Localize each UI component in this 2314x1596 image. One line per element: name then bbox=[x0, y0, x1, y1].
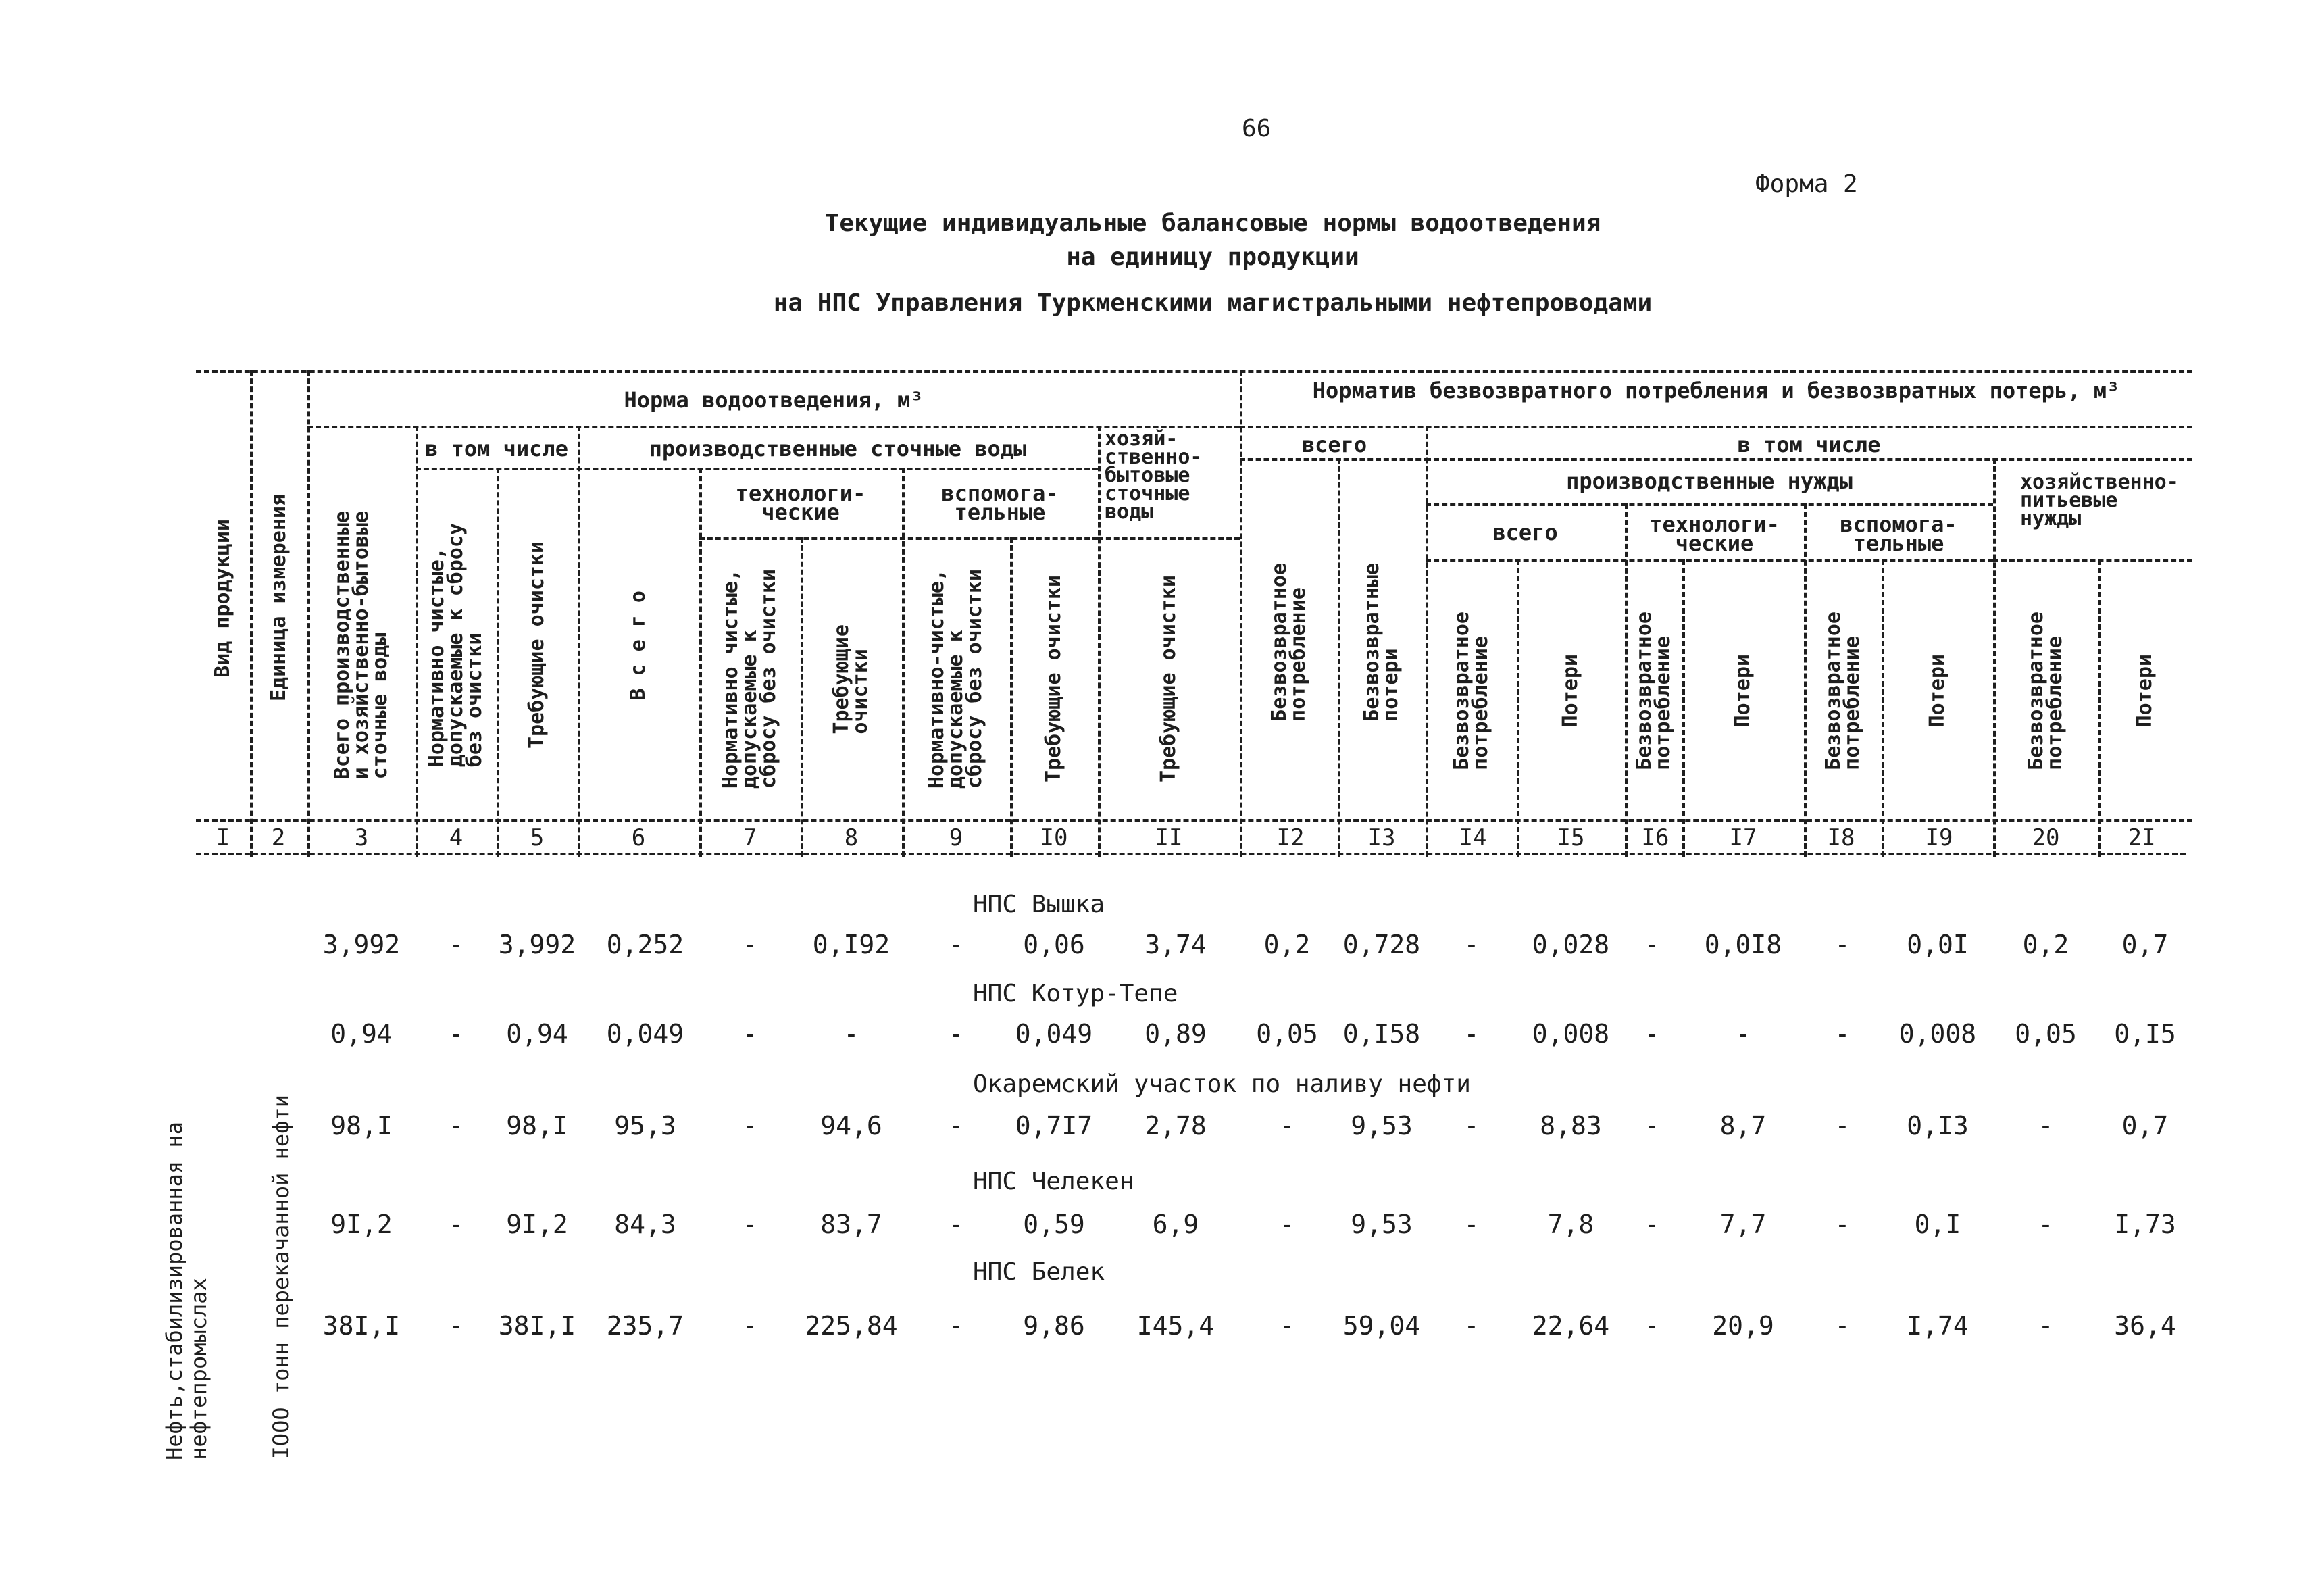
table-cell: - bbox=[1644, 1111, 1660, 1141]
table-cell: - bbox=[1735, 1019, 1751, 1049]
header-col-10 bbox=[1010, 541, 1098, 818]
header-col-2 bbox=[250, 378, 307, 818]
table-cell: 0,728 bbox=[1342, 930, 1421, 959]
table-cell: 84,3 bbox=[614, 1210, 676, 1239]
table-cell: 0,008 bbox=[1898, 1019, 1977, 1049]
table-cell: 225,84 bbox=[805, 1311, 898, 1341]
header-col-9-text: Нормативно-чистые, допускаемые к сбросу без очистки bbox=[925, 569, 986, 789]
header-col-18-text: Безвозвратное потребление bbox=[1821, 612, 1864, 770]
header-vspomog: вспомога- тельные bbox=[941, 480, 1059, 525]
document-subtitle-org: на НПС Управления Туркменскими магистральными нефтепроводами bbox=[773, 289, 1653, 317]
header-vsego-top: всего bbox=[1301, 432, 1367, 457]
table-cell: 0,94 bbox=[330, 1019, 393, 1049]
column-number: I4 bbox=[1459, 824, 1487, 851]
product-label: Нефть,стабилизированная на нефтепромыслах bbox=[161, 1122, 211, 1460]
header-col-3 bbox=[307, 473, 416, 818]
header-rule bbox=[1426, 458, 2192, 461]
header-rule bbox=[416, 468, 1098, 470]
header-proizv-nuzhdy: производственные нужды bbox=[1566, 468, 1853, 494]
table-cell: - bbox=[1834, 1311, 1851, 1341]
header-col-19 bbox=[1882, 564, 1993, 818]
header-v-tom-chisle: в том числе bbox=[425, 436, 568, 462]
table-cell: 98,I bbox=[330, 1111, 393, 1141]
table-cell: 9,86 bbox=[1023, 1311, 1085, 1341]
header-col-21 bbox=[2098, 564, 2192, 818]
column-number: 20 bbox=[2032, 824, 2060, 851]
table-cell: - bbox=[1463, 1019, 1480, 1049]
section-title: Окаремский участок по наливу нефти bbox=[973, 1070, 1471, 1098]
column-number: 8 bbox=[844, 824, 859, 851]
form-label: Форма 2 bbox=[1755, 170, 1858, 198]
section-title: НПС Вышка bbox=[973, 891, 1105, 918]
column-number: I bbox=[216, 824, 230, 851]
header-col-11 bbox=[1098, 541, 1240, 818]
table-cell: 38I,I bbox=[322, 1311, 401, 1341]
header-col-2-text: Единица измерения bbox=[266, 494, 291, 702]
header-norma-group: Норма водоотведения, м³ bbox=[624, 387, 924, 413]
table-cell: 0,I bbox=[1914, 1210, 1961, 1239]
table-cell: - bbox=[742, 1111, 758, 1141]
table-cell: 3,992 bbox=[322, 930, 401, 959]
table-cell: 0,049 bbox=[1015, 1019, 1093, 1049]
header-rule bbox=[1993, 559, 2192, 562]
table-cell: I45,4 bbox=[1136, 1311, 1215, 1341]
table-cell: - bbox=[742, 1210, 758, 1239]
table-cell: 38I,I bbox=[498, 1311, 576, 1341]
table-cell: - bbox=[742, 930, 758, 959]
column-number: I6 bbox=[1641, 824, 1669, 851]
header-col-13 bbox=[1338, 466, 1426, 818]
table-cell: 9I,2 bbox=[506, 1210, 568, 1239]
header-col-17 bbox=[1682, 564, 1804, 818]
column-number: I8 bbox=[1827, 824, 1855, 851]
table-cell: 0,I58 bbox=[1342, 1019, 1421, 1049]
table-cell: - bbox=[448, 930, 464, 959]
header-col-20 bbox=[1993, 564, 2098, 818]
table-cell: - bbox=[1834, 930, 1851, 959]
table-cell: - bbox=[448, 1311, 464, 1341]
header-col-11-text: Требующие очистки bbox=[1157, 575, 1180, 783]
column-number: I9 bbox=[1925, 824, 1953, 851]
header-col-14 bbox=[1426, 564, 1517, 818]
column-number: I2 bbox=[1276, 824, 1305, 851]
header-col-6 bbox=[578, 473, 699, 818]
header-col-15 bbox=[1517, 564, 1625, 818]
header-hozbyt: хозяй- ственно- бытовые сточные воды bbox=[1105, 427, 1203, 524]
table-cell: 0,7I7 bbox=[1015, 1111, 1093, 1141]
table-cell: 9I,2 bbox=[330, 1210, 393, 1239]
header-col-16-text: Безвозвратное потребление bbox=[1632, 612, 1675, 770]
document-subtitle: на единицу продукции bbox=[1066, 243, 1359, 271]
table-cell: 0,7 bbox=[2121, 930, 2169, 959]
column-number: II bbox=[1155, 824, 1183, 851]
table-cell: 0,I92 bbox=[812, 930, 890, 959]
table-cell: I,74 bbox=[1907, 1311, 1969, 1341]
table-top-border bbox=[196, 370, 2192, 373]
header-col-7 bbox=[699, 541, 801, 818]
table-cell: 0,028 bbox=[1532, 930, 1610, 959]
table-cell: - bbox=[843, 1019, 859, 1049]
column-number: 4 bbox=[449, 824, 463, 851]
table-cell: - bbox=[1644, 1311, 1660, 1341]
column-number: 5 bbox=[530, 824, 545, 851]
section-title: НПС Белек bbox=[973, 1258, 1105, 1286]
table-cell: 9,53 bbox=[1351, 1111, 1413, 1141]
table-cell: 95,3 bbox=[614, 1111, 676, 1141]
table-cell: - bbox=[1279, 1311, 1295, 1341]
table-cell: - bbox=[1279, 1111, 1295, 1141]
table-cell: 83,7 bbox=[820, 1210, 882, 1239]
header-col-9 bbox=[902, 541, 1010, 818]
table-cell: 235,7 bbox=[606, 1311, 684, 1341]
header-col-10-text: Требующие очистки bbox=[1042, 575, 1065, 783]
table-cell: - bbox=[1644, 1210, 1660, 1239]
column-number: 2I bbox=[2128, 824, 2156, 851]
table-cell: 36,4 bbox=[2114, 1311, 2176, 1341]
header-tehnolog-2: технологи- ческие bbox=[1649, 512, 1780, 556]
table-cell: 0,06 bbox=[1023, 930, 1085, 959]
table-cell: - bbox=[2038, 1111, 2054, 1141]
table-cell: 6,9 bbox=[1152, 1210, 1199, 1239]
column-number: I5 bbox=[1557, 824, 1585, 851]
table-cell: 7,8 bbox=[1547, 1210, 1594, 1239]
table-cell: - bbox=[948, 930, 964, 959]
column-number: 3 bbox=[354, 824, 369, 851]
table-cell: 2,78 bbox=[1145, 1111, 1207, 1141]
table-cell: - bbox=[2038, 1210, 2054, 1239]
table-cell: - bbox=[742, 1019, 758, 1049]
table-cell: 0,252 bbox=[606, 930, 684, 959]
header-col-12 bbox=[1240, 466, 1338, 818]
table-cell: - bbox=[948, 1019, 964, 1049]
table-cell: - bbox=[1834, 1111, 1851, 1141]
table-cell: 9,53 bbox=[1351, 1210, 1413, 1239]
table-cell: 0,I5 bbox=[2114, 1019, 2176, 1049]
table-cell: 20,9 bbox=[1712, 1311, 1774, 1341]
table-cell: - bbox=[948, 1111, 964, 1141]
table-cell: 3,992 bbox=[498, 930, 576, 959]
table-cell: - bbox=[1463, 1111, 1480, 1141]
table-cell: - bbox=[448, 1210, 464, 1239]
header-bottom-border bbox=[196, 819, 2192, 822]
table-cell: - bbox=[1834, 1019, 1851, 1049]
table-cell: 0,0I8 bbox=[1704, 930, 1782, 959]
column-number-rule bbox=[196, 853, 2186, 855]
header-vspomog-2: вспомога- тельные bbox=[1840, 512, 1957, 556]
column-number: 9 bbox=[949, 824, 963, 851]
header-rule bbox=[1426, 503, 1993, 506]
unit-label: IOOO тонн перекачанной нефти bbox=[268, 1095, 294, 1460]
header-col-1 bbox=[196, 378, 250, 818]
table-cell: - bbox=[2038, 1311, 2054, 1341]
table-cell: 22,64 bbox=[1532, 1311, 1610, 1341]
table-cell: 0,05 bbox=[1256, 1019, 1318, 1049]
header-rule bbox=[699, 537, 1098, 540]
header-col-15-text: Потери bbox=[1559, 654, 1582, 728]
header-col-5 bbox=[497, 473, 578, 818]
table-cell: - bbox=[948, 1311, 964, 1341]
header-col-6-text: В с е г о bbox=[626, 590, 650, 701]
header-col-12-text: Безвозвратное потребление bbox=[1267, 562, 1310, 722]
header-hoz-pit: хозяйственно- питьевые нужды bbox=[2020, 470, 2179, 530]
table-cell: 98,I bbox=[506, 1111, 568, 1141]
header-v-tom-chisle-2: в том числе bbox=[1737, 432, 1881, 457]
table-cell: - bbox=[948, 1210, 964, 1239]
section-title: НПС Котур-Тепе bbox=[973, 980, 1178, 1007]
header-col-14-text: Безвозвратное потребление bbox=[1449, 612, 1492, 770]
table-cell: 7,7 bbox=[1719, 1210, 1767, 1239]
column-number: I7 bbox=[1729, 824, 1757, 851]
table-cell: 0,I3 bbox=[1907, 1111, 1969, 1141]
header-vsego-sub: всего bbox=[1492, 520, 1558, 545]
header-col-5-text: Требующие очистки bbox=[525, 541, 549, 749]
table-cell: 0,2 bbox=[1263, 930, 1311, 959]
table-cell: 0,008 bbox=[1532, 1019, 1610, 1049]
table-cell: - bbox=[1463, 1311, 1480, 1341]
page-number: 66 bbox=[1242, 115, 1272, 143]
column-number: 2 bbox=[271, 824, 286, 851]
table-cell: - bbox=[448, 1111, 464, 1141]
table-cell: 0,59 bbox=[1023, 1210, 1085, 1239]
header-col-13-text: Безвозвратные потери bbox=[1360, 562, 1403, 722]
table-cell: - bbox=[1834, 1210, 1851, 1239]
header-rule bbox=[1426, 559, 1993, 562]
table-cell: 0,0I bbox=[1907, 930, 1969, 959]
header-col-8-text: Требующие очистки bbox=[830, 624, 872, 734]
table-cell: 8,83 bbox=[1540, 1111, 1602, 1141]
header-col-17-text: Потери bbox=[1731, 654, 1755, 728]
table-cell: - bbox=[1463, 1210, 1480, 1239]
column-number: I0 bbox=[1040, 824, 1068, 851]
header-col-18 bbox=[1804, 564, 1882, 818]
header-col-3-text: Всего производственные и хозяйственно-бытовые сточные воды bbox=[330, 511, 392, 780]
header-rule bbox=[1098, 537, 1240, 540]
header-rule bbox=[1240, 426, 2192, 428]
header-proizv-stochnye: производственные сточные воды bbox=[649, 436, 1027, 462]
header-col-20-text: Безвозвратное потребление bbox=[2023, 612, 2067, 770]
table-cell: - bbox=[742, 1311, 758, 1341]
table-cell: - bbox=[448, 1019, 464, 1049]
column-number: 7 bbox=[743, 824, 757, 851]
column-number: I3 bbox=[1367, 824, 1396, 851]
table-cell: 0,94 bbox=[506, 1019, 568, 1049]
column-number: 6 bbox=[631, 824, 646, 851]
table-cell: 3,74 bbox=[1145, 930, 1207, 959]
header-col-21-text: Потери bbox=[2133, 654, 2157, 728]
table-cell: 0,7 bbox=[2121, 1111, 2169, 1141]
table-cell: 59,04 bbox=[1342, 1311, 1421, 1341]
table-cell: 8,7 bbox=[1719, 1111, 1767, 1141]
header-col-8 bbox=[801, 541, 902, 818]
table-cell: - bbox=[1644, 930, 1660, 959]
table-cell: 0,89 bbox=[1145, 1019, 1207, 1049]
table-cell: - bbox=[1644, 1019, 1660, 1049]
header-col-7-text: Нормативно чистые, допускаемые к сбросу без очистки bbox=[719, 569, 780, 789]
header-col-1-text: Вид продукции bbox=[211, 518, 234, 678]
header-normativ-group: Норматив безвозвратного потребления и безвозвратных потерь, м³ bbox=[1312, 378, 2120, 403]
table-cell: - bbox=[1279, 1210, 1295, 1239]
header-col-4 bbox=[416, 473, 497, 818]
table-cell: 0,2 bbox=[2022, 930, 2069, 959]
header-col-4-text: Нормативно чистые, допускаемые к сбросу без очистки bbox=[425, 523, 486, 768]
table-cell: 94,6 bbox=[820, 1111, 882, 1141]
header-col-19-text: Потери bbox=[1925, 654, 1949, 728]
header-rule bbox=[1240, 458, 1429, 461]
document-title: Текущие индивидуальные балансовые нормы водоотведения bbox=[824, 209, 1601, 237]
header-tehnolog: технологи- ческие bbox=[735, 480, 866, 525]
section-title: НПС Челекен bbox=[973, 1168, 1134, 1195]
table-cell: 0,05 bbox=[2015, 1019, 2077, 1049]
header-col-16 bbox=[1625, 564, 1682, 818]
table-cell: 0,049 bbox=[606, 1019, 684, 1049]
table-cell: I,73 bbox=[2114, 1210, 2176, 1239]
table-cell: - bbox=[1463, 930, 1480, 959]
